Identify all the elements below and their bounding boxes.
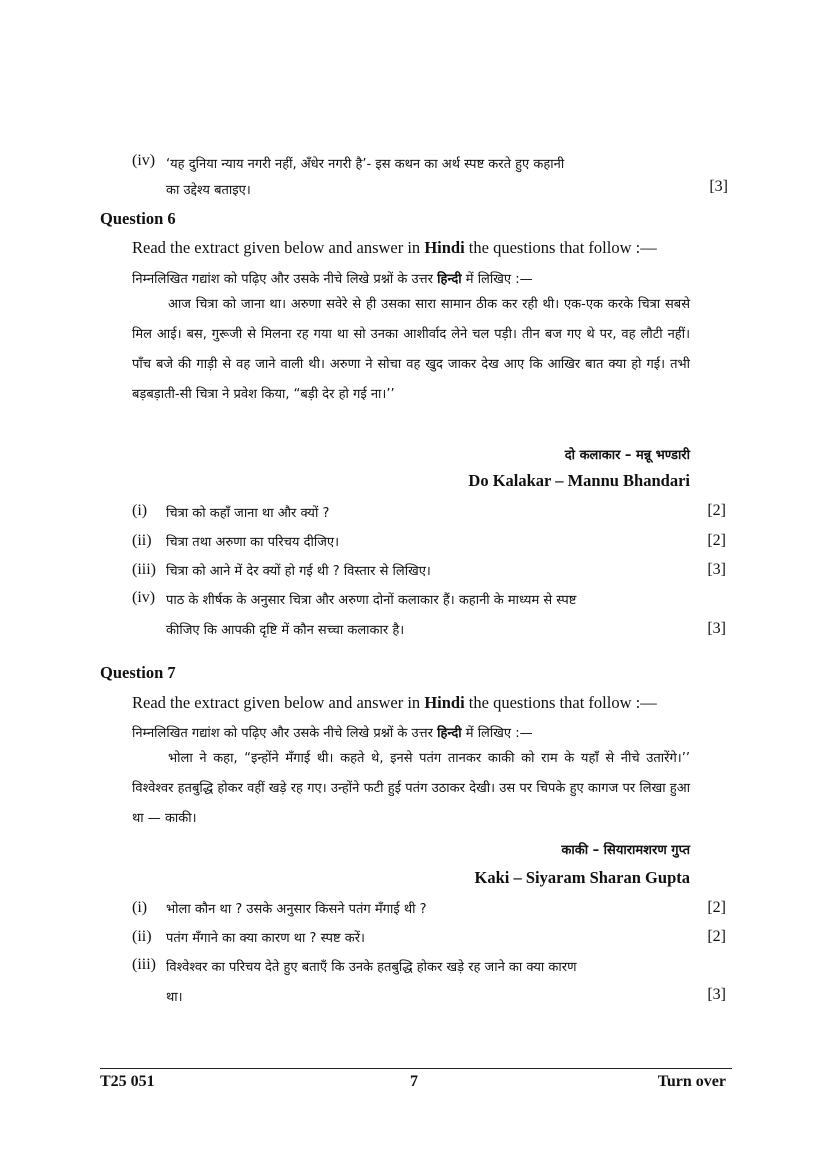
q7-ii-text: पतंग मँगाने का क्या कारण था ? स्पष्ट करें। (166, 931, 365, 946)
q6-iv-marks: [3] (707, 620, 726, 637)
q7-iii-marks: [3] (707, 986, 726, 1003)
q6-ii-text: चित्रा तथा अरुणा का परिचय दीजिए। (166, 535, 339, 550)
q5-iv-line1: ‘यह दुनिया न्याय नगरी नहीं, अँधेर नगरी है’- इस कथन का अर्थ स्पष्ट करते हुए कहानी (166, 157, 565, 172)
q7-heading: Question 7 (100, 663, 176, 682)
q7-iii-number: (iii) (132, 956, 156, 973)
q6-heading: Question 6 (100, 209, 176, 228)
q7-ii-marks: [2] (707, 928, 726, 945)
page-number: 7 (410, 1073, 418, 1090)
q6-iv-number: (iv) (132, 589, 156, 606)
q5-iv-line2: का उद्देश्य बताइए। (166, 183, 251, 198)
q6-source-english: Do Kalakar – Mannu Bhandari (468, 471, 690, 490)
q6-iv-text-line1: पाठ के शीर्षक के अनुसार चित्रा और अरुणा दोनों कलाकार हैं। कहानी के माध्यम से स्पष्ट (166, 593, 577, 608)
q6-i-number: (i) (132, 502, 148, 519)
q7-passage: भोला ने कहा, “इन्होंने मँगाई थी। कहते थे, इनसे पतंग तानकर काकी को राम के यहाँ से नीचे उतारेंगे।’’ विश्वेश्वर हतबुद्धि होकर वहीं खड़े रह गए। उन्होंने फटी हुई पतंग उठाकर देखी। उस पर चिपके हुए कागज पर लिखा हुआ था — काकी। (132, 751, 690, 826)
q6-instruction-hi: निम्नलिखित गद्यांश को पढ़िए और उसके नीचे लिखे प्रश्नों के उत्तर हिन्दी में लिखिए :— (132, 272, 533, 287)
q7-i-number: (i) (132, 899, 148, 916)
q7-i-marks: [2] (707, 899, 726, 916)
q7-source-hindi: काकी – सियारामशरण गुप्त (561, 843, 690, 858)
q7-ii-number: (ii) (132, 928, 152, 945)
q7-instruction-en: Read the extract given below and answer in Hindi the questions that follow :— (132, 693, 657, 712)
q7-i-text: भोला कौन था ? उसके अनुसार किसने पतंग मँगाई थी ? (166, 902, 427, 917)
q6-iii-text: चित्रा को आने में देर क्यों हो गई थी ? विस्तार से लिखिए। (166, 564, 431, 579)
q6-i-marks: [2] (707, 502, 726, 519)
q6-iii-marks: [3] (707, 561, 726, 578)
q6-passage: आज चित्रा को जाना था। अरुणा सवेरे से ही उसका सारा सामान ठीक कर रही थी। एक-एक करके चित्रा सबसे मिल आई। बस, गुरूजी से मिलना रह गया था सो उनका आशीर्वाद लेने चल पड़ी। तीन बज गए थे पर, वह लौटी नहीं। पाँच बजे की गाड़ी से वह जाने वाली थी। अरुणा ने सोचा वह खुद जाकर देख आए कि आखिर बात क्या हो गई। तभी बड़बड़ाती-सी चित्रा ने प्रवेश किया, “बड़ी देर हो गई ना।’’ (132, 297, 690, 402)
paper-code: T25 051 (100, 1073, 155, 1090)
q7-source-english: Kaki – Siyaram Sharan Gupta (474, 868, 690, 887)
q5-iv-marks: [3] (709, 178, 728, 195)
q6-instruction-en: Read the extract given below and answer in Hindi the questions that follow :— (132, 238, 657, 257)
q5-iv-number: (iv) (132, 152, 156, 169)
q7-iii-text-line1: विश्वेश्वर का परिचय देते हुए बताएँ कि उनके हतबुद्धि होकर खड़े रह जाने का क्या कारण (166, 960, 577, 975)
q7-iii-text-line2: था। (166, 990, 183, 1005)
footer-divider (100, 1068, 732, 1069)
q7-instruction-hi: निम्नलिखित गद्यांश को पढ़िए और उसके नीचे लिखे प्रश्नों के उत्तर हिन्दी में लिखिए :— (132, 726, 533, 741)
q6-iii-number: (iii) (132, 561, 156, 578)
q6-i-text: चित्रा को कहाँ जाना था और क्यों ? (166, 506, 330, 521)
q6-iv-text-line2: कीजिए कि आपकी दृष्टि में कौन सच्चा कलाकार है। (166, 623, 405, 638)
q6-ii-number: (ii) (132, 532, 152, 549)
turn-over-label: Turn over (657, 1073, 726, 1090)
q6-source-hindi: दो कलाकार – मन्नू भण्डारी (564, 448, 690, 463)
q6-ii-marks: [2] (707, 532, 726, 549)
